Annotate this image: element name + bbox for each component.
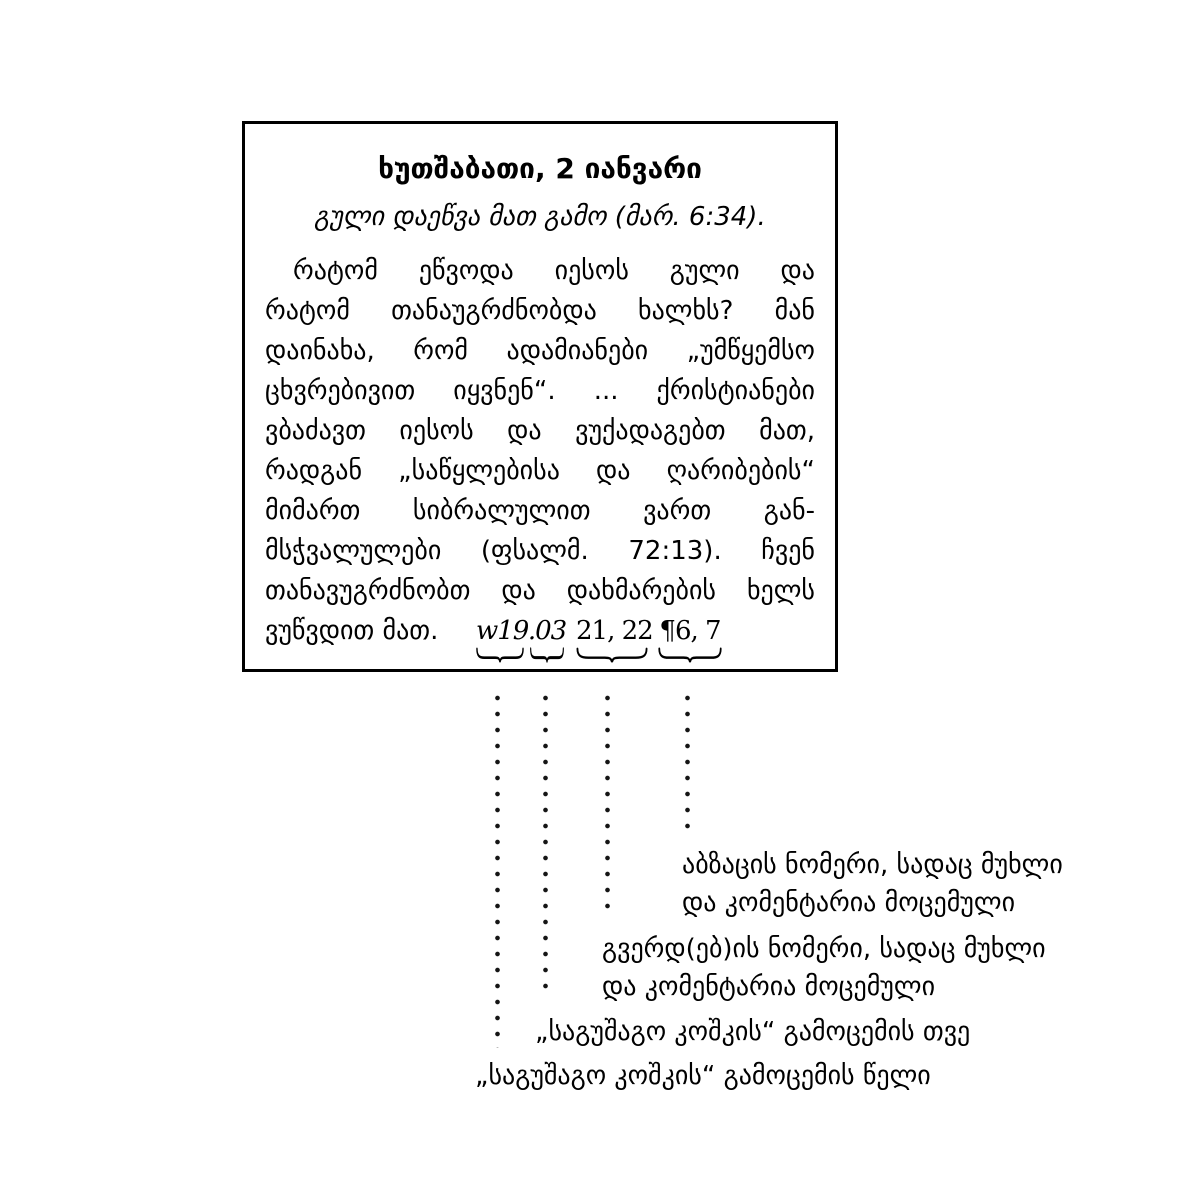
underbrace-month-icon <box>530 647 564 663</box>
label-issue-month: „საგუშაგო კოშკის“ გამოცემის თვე <box>535 1017 971 1047</box>
reference-month: .03 <box>524 611 570 651</box>
body-line: მსჭვალულები (ფსალმ. 72:13). ჩვენ <box>265 536 815 566</box>
underbrace-pages-icon <box>576 647 648 663</box>
dotted-connector-pages <box>605 690 610 912</box>
reference-line <box>265 611 815 651</box>
reference-pages: 21, 22 <box>576 611 648 651</box>
underbrace-paragraphs-icon <box>658 647 722 663</box>
daily-text-box <box>242 121 838 672</box>
dotted-connector-year <box>495 690 500 1048</box>
body-line: დაინახა, რომ ადამიანები „უმწყემსო <box>265 336 815 366</box>
scripture-theme-text: გული დაეწვა მათ გამო (მარ. 6:34). <box>314 202 766 232</box>
label-paragraph-number: აბზაცის ნომერი, სადაც მუხლი და კომენტარია მოცემული <box>682 850 1063 918</box>
body-line: რატომ თანაუგრძნობდა ხალხს? მან <box>265 296 815 326</box>
body-line: ცხვრებივით იყვნენ“. ... ქრისტიანები <box>265 376 815 406</box>
label-page-number: გვერდ(ებ)ის ნომერი, სადაც მუხლი და კომენტარია მოცემული <box>602 934 1046 1002</box>
dotted-connector-month <box>543 690 548 992</box>
body-line: თანავუგრძნობთ და დახმარების ხელს <box>265 576 815 606</box>
comment-body <box>245 251 835 651</box>
body-line: რადგან „საწყლებისა და ღარიბების“ <box>265 456 815 486</box>
dotted-connector-paragraph <box>685 690 690 830</box>
underbrace-year-icon <box>476 647 524 663</box>
reference-year: w19 <box>476 611 524 651</box>
body-line: მიმართ სიბრალულით ვართ გან- <box>265 496 815 526</box>
body-line: რატომ ეწვოდა იესოს გული და <box>293 256 815 286</box>
body-line: ვბაძავთ იესოს და ვუქადაგებთ მათ, <box>265 416 815 446</box>
label-issue-year: „საგუშაგო კოშკის“ გამოცემის წელი <box>475 1061 931 1091</box>
body-line-end: ვუწვდით მათ. <box>265 616 439 646</box>
reference-paragraphs: ¶6, 7 <box>658 611 722 651</box>
date-heading: ხუთშაბათი, 2 იანვარი <box>378 152 702 185</box>
